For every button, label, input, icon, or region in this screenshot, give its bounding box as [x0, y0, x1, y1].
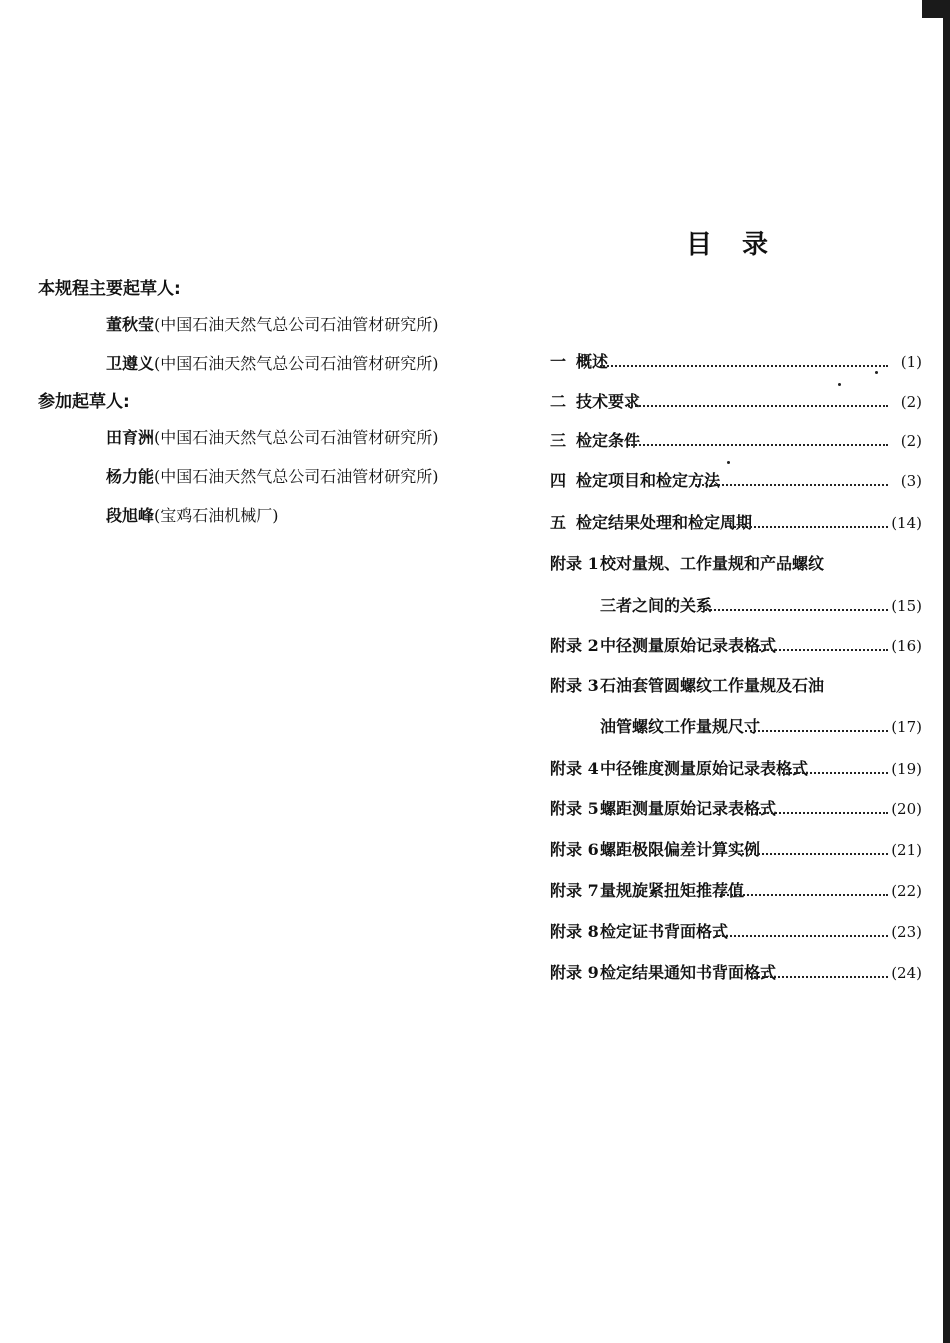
toc-entry-label: 石油套管圆螺纹工作量规及石油	[600, 676, 825, 695]
toc-page-number: (16)	[891, 637, 922, 655]
toc-page-number: (3)	[900, 472, 922, 490]
toc-entry	[550, 838, 922, 862]
toc-entry	[550, 511, 922, 535]
toc-page-number: (15)	[891, 597, 922, 615]
toc-page-number: (1)	[900, 353, 922, 371]
main-drafter	[38, 353, 438, 375]
toc-leader-dots	[778, 772, 888, 774]
toc-entry-label: 中径锥度测量原始记录表格式	[600, 759, 809, 778]
toc-page-number: (22)	[891, 882, 922, 900]
toc-entry-label: 检定结果通知书背面格式	[600, 963, 777, 982]
toc-entry	[550, 715, 922, 739]
toc-entry	[550, 390, 922, 414]
toc-page-number: (17)	[891, 718, 922, 736]
scan-speck	[875, 371, 878, 374]
toc-page-number: (24)	[891, 964, 922, 982]
toc-entry-label: 量规旋紧扭矩推荐值	[600, 881, 745, 900]
drafter-org: (中国石油天然气总公司石油管材研究所)	[154, 354, 439, 373]
toc-entry-number: 五	[550, 513, 567, 532]
toc-page-number: (21)	[891, 841, 922, 859]
toc-entry	[550, 594, 922, 618]
drafter-name: 卫遵义	[106, 354, 155, 373]
toc-entry-label: 校对量规、工作量规和产品螺纹	[600, 554, 825, 573]
toc-entry-label: 技术要求	[576, 392, 641, 411]
toc-entry-number: 一	[550, 352, 567, 371]
toc-leader-dots	[600, 365, 888, 367]
main-drafters-heading: 本规程主要起草人:	[38, 279, 181, 299]
toc-entry-label: 检定条件	[576, 431, 641, 450]
toc-entry-label: 三者之间的关系	[600, 596, 713, 615]
toc-entry-label: 螺距极限偏差计算实例	[600, 840, 761, 859]
toc-leader-dots	[628, 405, 888, 407]
toc-leader-dots	[628, 444, 888, 446]
toc-entry-label: 检定结果处理和检定周期	[576, 513, 753, 532]
toc-entry	[550, 797, 922, 821]
toc-entry-label: 检定项目和检定方法	[576, 471, 721, 490]
toc-entry-number: 二	[550, 392, 567, 411]
participant-drafter	[38, 466, 438, 488]
toc-entry-number: 附录 3	[550, 676, 599, 695]
drafter-org: (宝鸡石油机械厂)	[154, 506, 279, 525]
toc-page-number: (20)	[891, 800, 922, 818]
toc-entry-number: 附录 5	[550, 799, 599, 818]
main-drafter	[38, 314, 438, 336]
drafter-name: 杨力能	[106, 467, 155, 486]
toc-entry-number: 附录 8	[550, 922, 599, 941]
toc-leader-dots	[695, 484, 888, 486]
drafter-org: (中国石油天然气总公司石油管材研究所)	[154, 467, 439, 486]
toc-entry	[550, 634, 922, 658]
scan-border-corner	[922, 0, 950, 18]
scan-speck	[727, 461, 730, 464]
drafter-name: 董秋莹	[106, 315, 155, 334]
toc-entry	[550, 469, 922, 493]
toc-page-number: (23)	[891, 923, 922, 941]
drafter-name: 田育洲	[106, 428, 155, 447]
toc-page-number: (2)	[900, 432, 922, 450]
toc-entry	[550, 879, 922, 903]
drafter-org: (中国石油天然气总公司石油管材研究所)	[154, 428, 439, 447]
toc-entry-number: 三	[550, 431, 567, 450]
toc-leader-dots	[745, 730, 888, 732]
toc-entry-label: 油管螺纹工作量规尺寸	[600, 717, 761, 736]
toc-title: 目录	[686, 230, 799, 260]
scan-border	[943, 0, 950, 1343]
participant-drafters-heading: 参加起草人:	[38, 392, 130, 412]
toc-entry	[550, 674, 922, 698]
toc-leader-dots	[738, 853, 888, 855]
toc-entry-label: 检定证书背面格式	[600, 922, 729, 941]
toc-entry-label: 螺距测量原始记录表格式	[600, 799, 777, 818]
toc-leader-dots	[750, 976, 888, 978]
toc-entry-label: 概述	[576, 352, 609, 371]
toc-leader-dots	[748, 812, 888, 814]
toc-page-number: (2)	[900, 393, 922, 411]
toc-entry	[550, 350, 922, 374]
toc-entry	[550, 429, 922, 453]
toc-leader-dots	[748, 649, 888, 651]
toc-entry-label: 中径测量原始记录表格式	[600, 636, 777, 655]
toc-entry-number: 附录 4	[550, 759, 599, 778]
toc-entry	[550, 961, 922, 985]
toc-page-number: (14)	[891, 514, 922, 532]
toc-leader-dots	[715, 935, 888, 937]
drafter-name: 段旭峰	[106, 506, 155, 525]
toc-entry-number: 附录 7	[550, 881, 599, 900]
toc-entry	[550, 757, 922, 781]
drafters-section	[38, 278, 438, 527]
toc-entry-number: 附录 1	[550, 554, 599, 573]
toc-entry-number: 附录 2	[550, 636, 599, 655]
toc-leader-dots	[705, 609, 888, 611]
toc-entry-number: 附录 9	[550, 963, 599, 982]
toc-page-number: (19)	[891, 760, 922, 778]
toc-entry-number: 四	[550, 471, 567, 490]
toc-leader-dots	[720, 894, 888, 896]
toc-entry	[550, 920, 922, 944]
toc-entry-number: 附录 6	[550, 840, 599, 859]
toc-entry	[550, 552, 922, 576]
participant-drafter	[38, 427, 438, 449]
participant-drafter	[38, 505, 438, 527]
scan-speck	[838, 383, 841, 386]
drafter-org: (中国石油天然气总公司石油管材研究所)	[154, 315, 439, 334]
toc-leader-dots	[725, 526, 888, 528]
